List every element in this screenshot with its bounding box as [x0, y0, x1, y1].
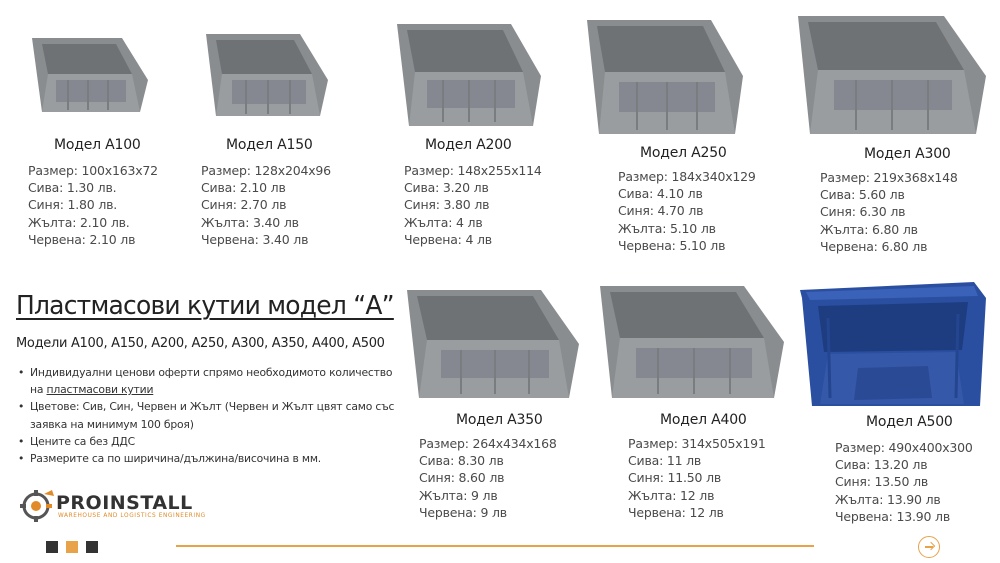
- footer-divider: [176, 545, 814, 547]
- size-spec: Размер: 184x340x129: [618, 169, 756, 184]
- blue-price: Синя: 11.50 лв: [628, 470, 722, 486]
- size-spec: Размер: 219x368x148: [820, 170, 958, 185]
- model-specs: [820, 169, 958, 255]
- yellow-price: Жълта: 4 лв: [404, 214, 483, 230]
- yellow-price: Жълта: 12 лв: [628, 487, 715, 503]
- size-spec: Размер: 490x400x300: [835, 440, 973, 455]
- gray-price: Сива: 11 лв: [628, 453, 702, 469]
- storage-bin-image: [596, 278, 788, 400]
- gray-price: Сива: 2.10 лв: [201, 180, 286, 196]
- yellow-price: Жълта: 2.10 лв.: [28, 214, 130, 230]
- logo-wordmark: PROINSTALL: [56, 492, 193, 514]
- models-subtitle: Модели A100, A150, A200, A250, A300, A350, A400, A500: [16, 336, 385, 351]
- red-price: Червена: 5.10 лв: [618, 237, 726, 253]
- bullet-text: Индивидуални ценови оферти спрямо необходимото количество на: [30, 366, 393, 397]
- red-price: Червена: 4 лв: [404, 231, 492, 247]
- model-title: Модел A400: [660, 412, 747, 428]
- list-item: • Размерите са по ширичина/дължина/височина в мм.: [16, 450, 401, 467]
- yellow-price: Жълта: 3.40 лв: [201, 214, 299, 230]
- gray-price: Сива: 1.30 лв.: [28, 180, 117, 196]
- model-specs: [618, 168, 756, 254]
- model-specs: [628, 435, 766, 521]
- blue-price: Синя: 4.70 лв: [618, 203, 704, 219]
- red-price: Червена: 3.40 лв: [201, 231, 309, 247]
- logo-tagline: WAREHOUSE AND LOGISTICS ENGINEERING: [58, 513, 206, 519]
- red-price: Червена: 13.90 лв: [835, 508, 950, 524]
- model-title: Модел A250: [640, 145, 727, 161]
- size-spec: Размер: 314x505x191: [628, 436, 766, 451]
- model-title: Модел A150: [226, 137, 313, 153]
- model-title: Модел A350: [456, 412, 543, 428]
- gray-price: Сива: 3.20 лв: [404, 180, 489, 196]
- blue-price: Синя: 8.60 лв: [419, 470, 505, 486]
- blue-price: Синя: 6.30 лв: [820, 204, 906, 220]
- size-spec: Размер: 128x204x96: [201, 163, 331, 178]
- list-item: [16, 364, 401, 398]
- size-spec: Размер: 264x434x168: [419, 436, 557, 451]
- gray-price: Сива: 8.30 лв: [419, 453, 504, 469]
- blue-price: Синя: 1.80 лв.: [28, 197, 118, 213]
- arrow-right-icon[interactable]: [918, 536, 940, 558]
- list-item: • Цените са без ДДС: [16, 433, 401, 450]
- model-specs: [404, 162, 542, 248]
- blue-price: Синя: 3.80 лв: [404, 197, 490, 213]
- size-spec: Размер: 148x255x114: [404, 163, 542, 178]
- list-item: • Цветове: Сив, Син, Червен и Жълт (Червен и Жълт цвят само със заявка на минимум 100 броя): [16, 398, 401, 432]
- size-spec: Размер: 100x163x72: [28, 163, 158, 178]
- nav-square-dark: [46, 541, 58, 553]
- storage-bin-image: [798, 278, 988, 408]
- model-title: Модел A200: [425, 137, 512, 153]
- yellow-price: Жълта: 13.90 лв: [835, 491, 941, 507]
- storage-bin-image: [794, 8, 990, 136]
- red-price: Червена: 9 лв: [419, 504, 507, 520]
- page-title: Пластмасови кутии модел “А”: [16, 291, 394, 321]
- storage-bin-image: [583, 12, 747, 136]
- blue-price: Синя: 13.50 лв: [835, 474, 929, 490]
- model-specs: [419, 435, 557, 521]
- red-price: Червена: 6.80 лв: [820, 238, 928, 254]
- model-title: Модел A300: [864, 146, 951, 162]
- model-specs: [835, 439, 973, 525]
- red-price: Червена: 12 лв: [628, 504, 724, 520]
- nav-square-orange: [66, 541, 78, 553]
- model-title: Модел A100: [54, 137, 141, 153]
- gear-logo-icon: [18, 488, 58, 524]
- storage-bin-image: [393, 16, 545, 128]
- model-specs: [201, 162, 331, 248]
- model-title: Модел A500: [866, 414, 953, 430]
- gray-price: Сива: 5.60 лв: [820, 187, 905, 203]
- storage-bin-image: [403, 282, 583, 400]
- storage-bin-image: [28, 30, 152, 114]
- model-specs: [28, 162, 158, 248]
- blue-price: Синя: 2.70 лв: [201, 197, 287, 213]
- nav-square-dark: [86, 541, 98, 553]
- yellow-price: Жълта: 9 лв: [419, 487, 498, 503]
- plastic-boxes-link[interactable]: пластмасови кутии: [46, 383, 154, 397]
- gray-price: Сива: 4.10 лв: [618, 186, 703, 202]
- yellow-price: Жълта: 6.80 лв: [820, 221, 918, 237]
- storage-bin-image: [202, 26, 332, 118]
- info-list: [16, 364, 401, 467]
- red-price: Червена: 2.10 лв: [28, 231, 136, 247]
- company-logo: [18, 488, 208, 524]
- yellow-price: Жълта: 5.10 лв: [618, 220, 716, 236]
- gray-price: Сива: 13.20 лв: [835, 457, 928, 473]
